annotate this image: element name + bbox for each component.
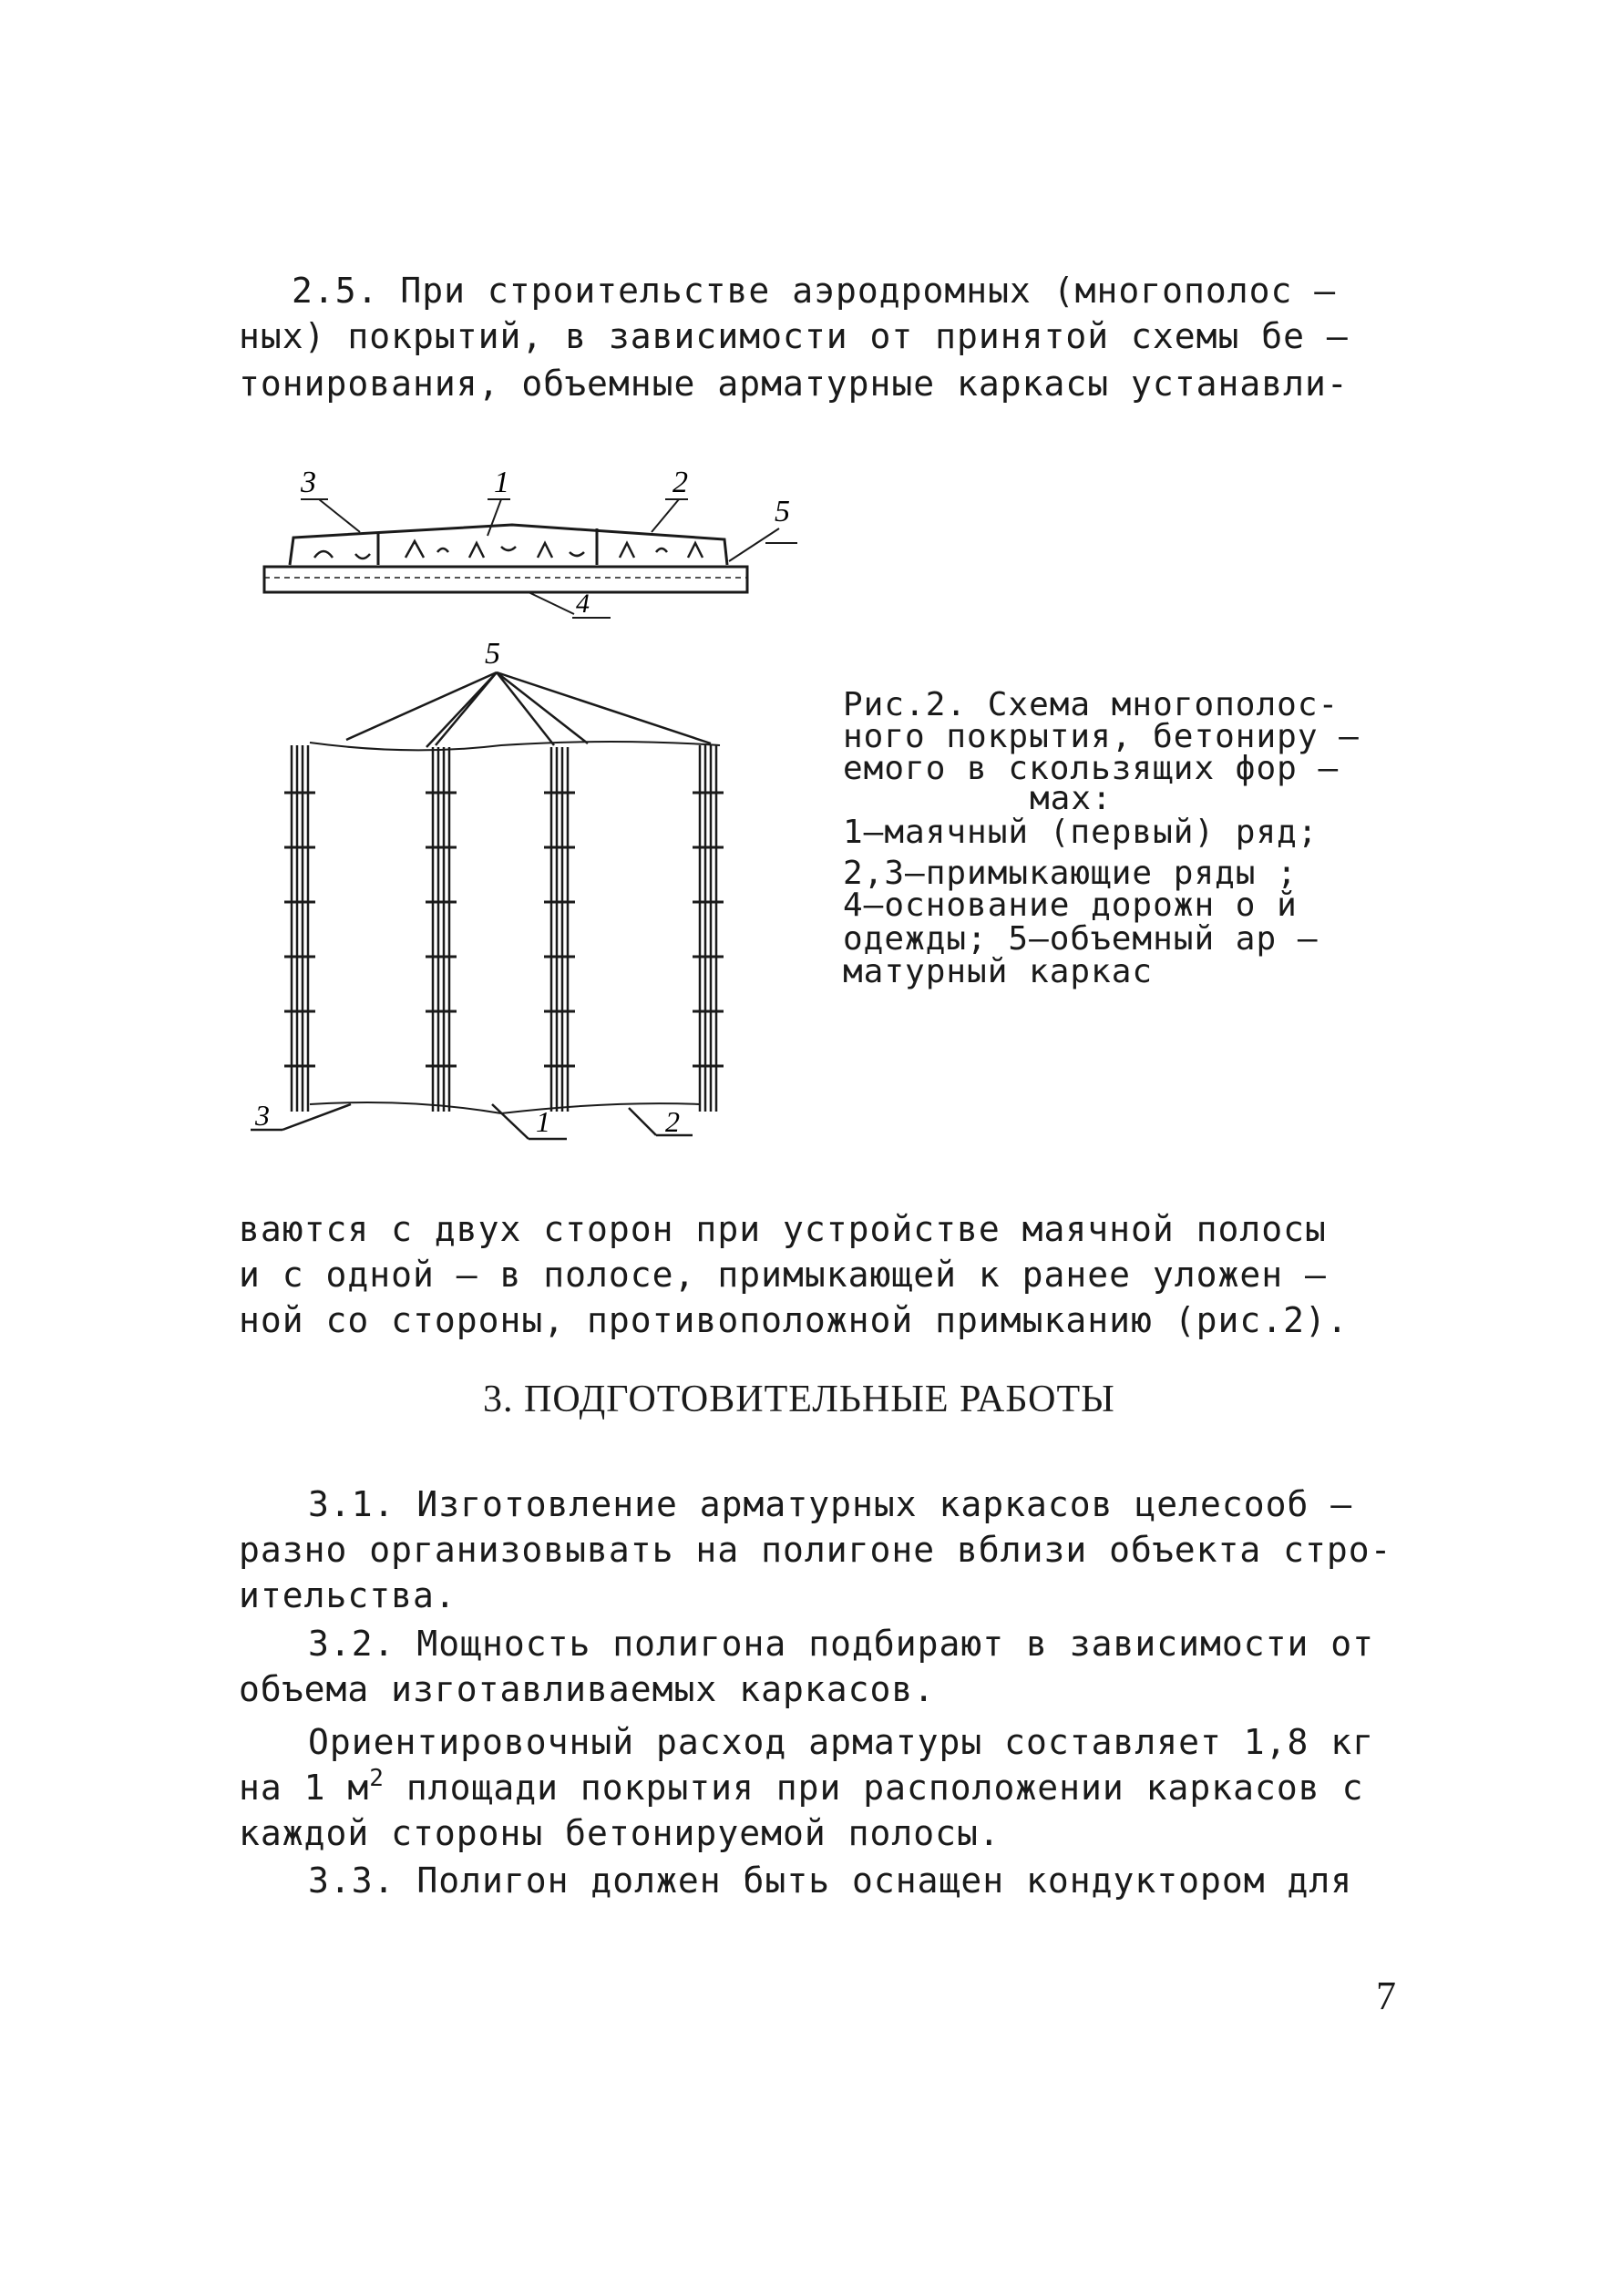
figure-diagram xyxy=(228,456,1048,1148)
label-top-5: 5 xyxy=(775,495,790,528)
p-3-1-line-2: разно организовывать на полигоне вблизи объекта стро- xyxy=(239,1530,1392,1570)
page-number: 7 xyxy=(1376,1973,1396,2018)
p-consumption-line-2-start: на 1 м xyxy=(239,1768,370,1808)
label-top-4: 4 xyxy=(576,589,590,619)
figure-caption-line-2: ного покрытия, бетониру – xyxy=(843,718,1360,755)
cage-4 xyxy=(700,745,716,1112)
para-cont-line-1: ваются с двух сторон при устройстве маячной полосы xyxy=(239,1209,1327,1249)
p-consumption-line-2 xyxy=(239,1766,1363,1809)
figure-caption-line-7: 4–основание дорожн о й xyxy=(843,887,1298,924)
p-consumption-line-2-end: площади покрытия при расположении каркасов с xyxy=(384,1768,1364,1808)
figure-caption-line-4: мах: xyxy=(1030,780,1113,817)
p-3-1-line-3: ительства. xyxy=(239,1575,457,1615)
cage-3 xyxy=(551,747,568,1112)
superscript-2: 2 xyxy=(369,1765,385,1792)
para-2-5-line-2: ных) покрытий, в зависимости от принятой схемы бе – xyxy=(239,316,1349,356)
figure-caption-line-6: 2,3–примыкающие ряды ; xyxy=(843,855,1298,892)
figure-caption-line-8: одежды; 5–объемный ар – xyxy=(843,920,1319,958)
label-top-2: 2 xyxy=(673,466,688,499)
label-plan-1: 1 xyxy=(536,1105,550,1138)
p-consumption-line-3: каждой стороны бетонируемой полосы. xyxy=(239,1813,1001,1853)
label-plan-2: 2 xyxy=(665,1105,680,1138)
p-3-1-line-1: 3.1. Изготовление арматурных каркасов целесооб – xyxy=(308,1484,1353,1524)
plan-view xyxy=(251,672,724,1139)
p-3-3-line-1: 3.3. Полигон должен быть оснащен кондуктором для xyxy=(308,1860,1353,1901)
section-3-heading: 3. ПОДГОТОВИТЕЛЬНЫЕ РАБОТЫ xyxy=(483,1379,1115,1420)
p-3-2-line-1: 3.2. Мощность полигона подбирают в зависимости от xyxy=(308,1624,1375,1664)
p-3-2-line-2: объема изготавливаемых каркасов. xyxy=(239,1669,936,1709)
label-top-3: 3 xyxy=(301,466,316,499)
cage-1 xyxy=(292,745,308,1112)
cross-section xyxy=(264,499,797,618)
para-2-5-line-1: 2.5. При строительстве аэродромных (многополос – xyxy=(292,271,1337,311)
p-consumption-line-1: Ориентировочный расход арматуры составляет 1,8 кг xyxy=(308,1722,1375,1762)
cage-2 xyxy=(433,747,449,1112)
para-cont-line-2: и с одной – в полосе, примыкающей к ранее уложен – xyxy=(239,1255,1327,1295)
figure-caption-line-5: 1–маячный (первый) ряд; xyxy=(843,814,1319,851)
figure-caption-line-1: Рис.2. Схема многополос- xyxy=(843,686,1340,723)
figure-caption-line-3: емого в скользящих фор – xyxy=(843,750,1340,787)
figure-caption-line-9: матурный каркас xyxy=(843,953,1154,990)
label-plan-3: 3 xyxy=(255,1099,270,1132)
para-cont-line-3: ной со стороны, противоположной примыканию (рис.2). xyxy=(239,1300,1349,1340)
label-top-1: 1 xyxy=(494,466,509,499)
para-2-5-line-3: тонирования, объемные арматурные каркасы устанавли- xyxy=(239,364,1349,404)
label-plan-5: 5 xyxy=(485,637,500,671)
